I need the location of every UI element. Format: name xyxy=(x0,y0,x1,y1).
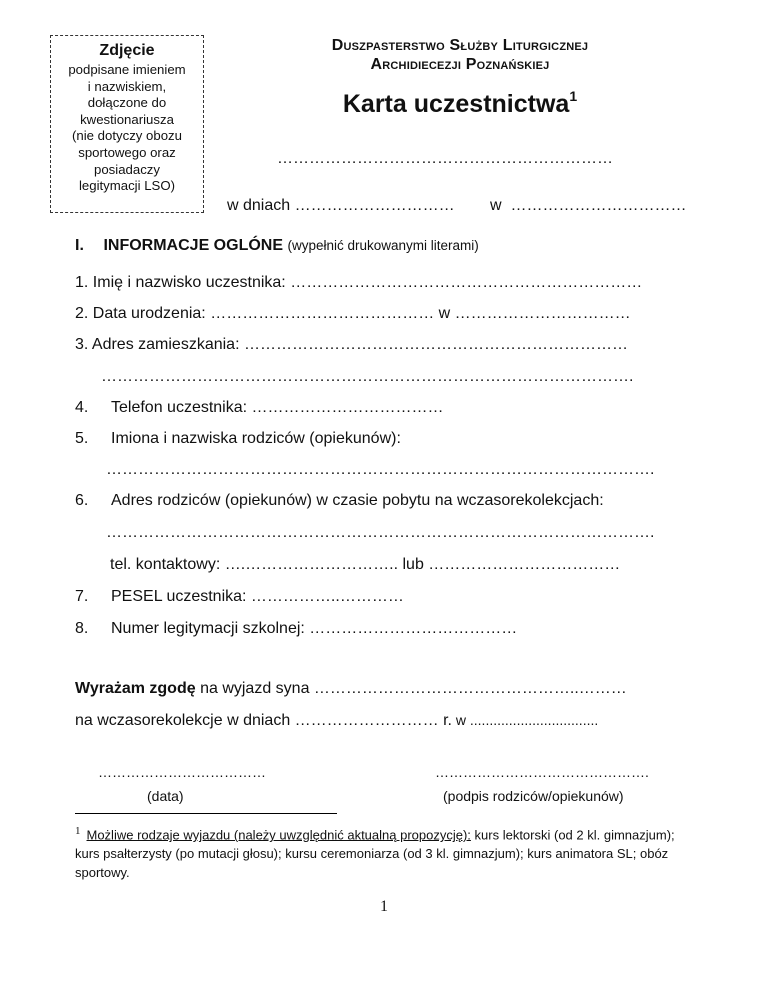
field-parents-address-input[interactable]: …………………………………………………………………………………………. xyxy=(106,524,655,541)
field-contact-phone[interactable]: tel. kontaktowy: ….……………………….. lub ……………………………… xyxy=(110,556,621,573)
section-hint: (wypełnić drukowanymi literami) xyxy=(287,238,479,253)
dates-label: w dniach xyxy=(227,197,291,214)
parent-signature-label: (podpis rodziców/opiekunów) xyxy=(443,788,624,804)
date-signature-line[interactable]: ……………………………… xyxy=(98,764,266,780)
section-heading xyxy=(75,237,479,255)
date-signature-label: (data) xyxy=(147,788,184,804)
field-participant-name[interactable]: 1. Imię i nazwisko uczestnika: ………………………………………………………… xyxy=(75,274,643,291)
field-text: Adres rodziców (opiekunów) w czasie pobytu na wczasorekolekcjach: xyxy=(111,492,604,509)
field-text[interactable]: Numer legitymacji szkolnej: ………………………………… xyxy=(111,620,518,637)
photo-note-line: sportowego oraz xyxy=(78,144,176,160)
photo-note-line: (nie dotyczy obozu xyxy=(72,128,182,144)
field-text[interactable]: Telefon uczestnika: ……………………………… xyxy=(111,399,444,416)
photo-title: Zdjęcie xyxy=(99,42,155,59)
organization-line-2: Archidiecezji Poznańskiej xyxy=(370,56,550,73)
dates-field xyxy=(227,197,455,215)
section-title: INFORMACJE OGLÓNE xyxy=(103,237,284,254)
section-numeral: I. xyxy=(75,237,84,254)
field-parents-names xyxy=(75,430,401,448)
field-pesel xyxy=(75,588,404,606)
organization-line-1: Duszpasterstwo Służby Liturgicznej xyxy=(331,37,589,54)
photo-note xyxy=(51,62,203,195)
field-participant-phone xyxy=(75,399,444,417)
consent-bold: Wyrażam zgodę xyxy=(75,680,196,697)
place-field xyxy=(490,197,686,215)
field-number: 4. xyxy=(75,399,89,416)
document-title-text: Karta uczestnictwa xyxy=(342,90,570,118)
field-school-id xyxy=(75,620,517,638)
page-number: 1 xyxy=(380,898,388,915)
footnote-underlined: Możliwe rodzaje wyjazdu (należy uwzględnić aktualną propozycję): xyxy=(86,827,471,843)
dates-input[interactable]: ………………………… xyxy=(294,197,455,214)
field-number: 8. xyxy=(75,620,89,637)
field-birth-date[interactable]: 2. Data urodzenia: …………………………………… w …………………………… xyxy=(75,305,631,322)
photo-placeholder-box xyxy=(50,35,204,213)
field-text: Imiona i nazwiska rodziców (opiekunów): xyxy=(111,430,401,447)
footnote-mark: 1 xyxy=(75,825,81,837)
photo-note-line: podpisane imieniem xyxy=(68,62,186,77)
photo-note-line: dołączone do xyxy=(87,95,167,111)
field-home-address-continued[interactable]: ………………………………………………………………………………………. xyxy=(101,368,634,385)
field-parents-address xyxy=(75,492,604,510)
field-number: 6. xyxy=(75,492,89,509)
field-parents-names-input[interactable]: …………………………………………………………………………………………. xyxy=(106,461,655,478)
photo-note-line: legitymacji LSO) xyxy=(78,178,175,194)
document-title xyxy=(270,90,650,119)
consent-son-field[interactable]: na wyjazd syna …………………………………………..……… xyxy=(195,680,627,697)
field-text[interactable]: PESEL uczestnika: ……………..………… xyxy=(111,588,404,605)
field-home-address[interactable]: 3. Adres zamieszkania: ……………………………………………………………… xyxy=(75,336,628,353)
photo-note-line: kwestionariusza xyxy=(80,111,174,127)
consent-dates-field[interactable]: na wczasorekolekcje w dniach ……………………… r. xyxy=(75,712,452,729)
consent-place-field[interactable]: w ................................. xyxy=(452,712,599,728)
field-number: 5. xyxy=(75,430,89,447)
photo-note-line: posiadaczy xyxy=(94,161,160,177)
consent-line-1 xyxy=(75,680,627,698)
footnote-text: kurs lektorski (od 2 kl. gimnazjum); kurs psałterzysty (po mutacji głosu); kursu ceremoniarza (od 3 kl. gimnazjum); kurs animatora SL; obóz sportowy. xyxy=(75,827,675,881)
field-number: 7. xyxy=(75,588,89,605)
event-name-field[interactable]: ……………………………………………………… xyxy=(277,150,613,167)
consent-line-2 xyxy=(75,712,598,730)
footnote xyxy=(75,822,695,882)
place-input[interactable]: …………………………… xyxy=(510,197,687,214)
place-label: w xyxy=(490,197,502,214)
parent-signature-line[interactable]: ………………………………………. xyxy=(435,764,649,780)
footnote-ref: 1 xyxy=(569,88,578,104)
photo-note-line: i nazwiskiem, xyxy=(87,78,167,94)
footnote-separator xyxy=(75,813,337,814)
